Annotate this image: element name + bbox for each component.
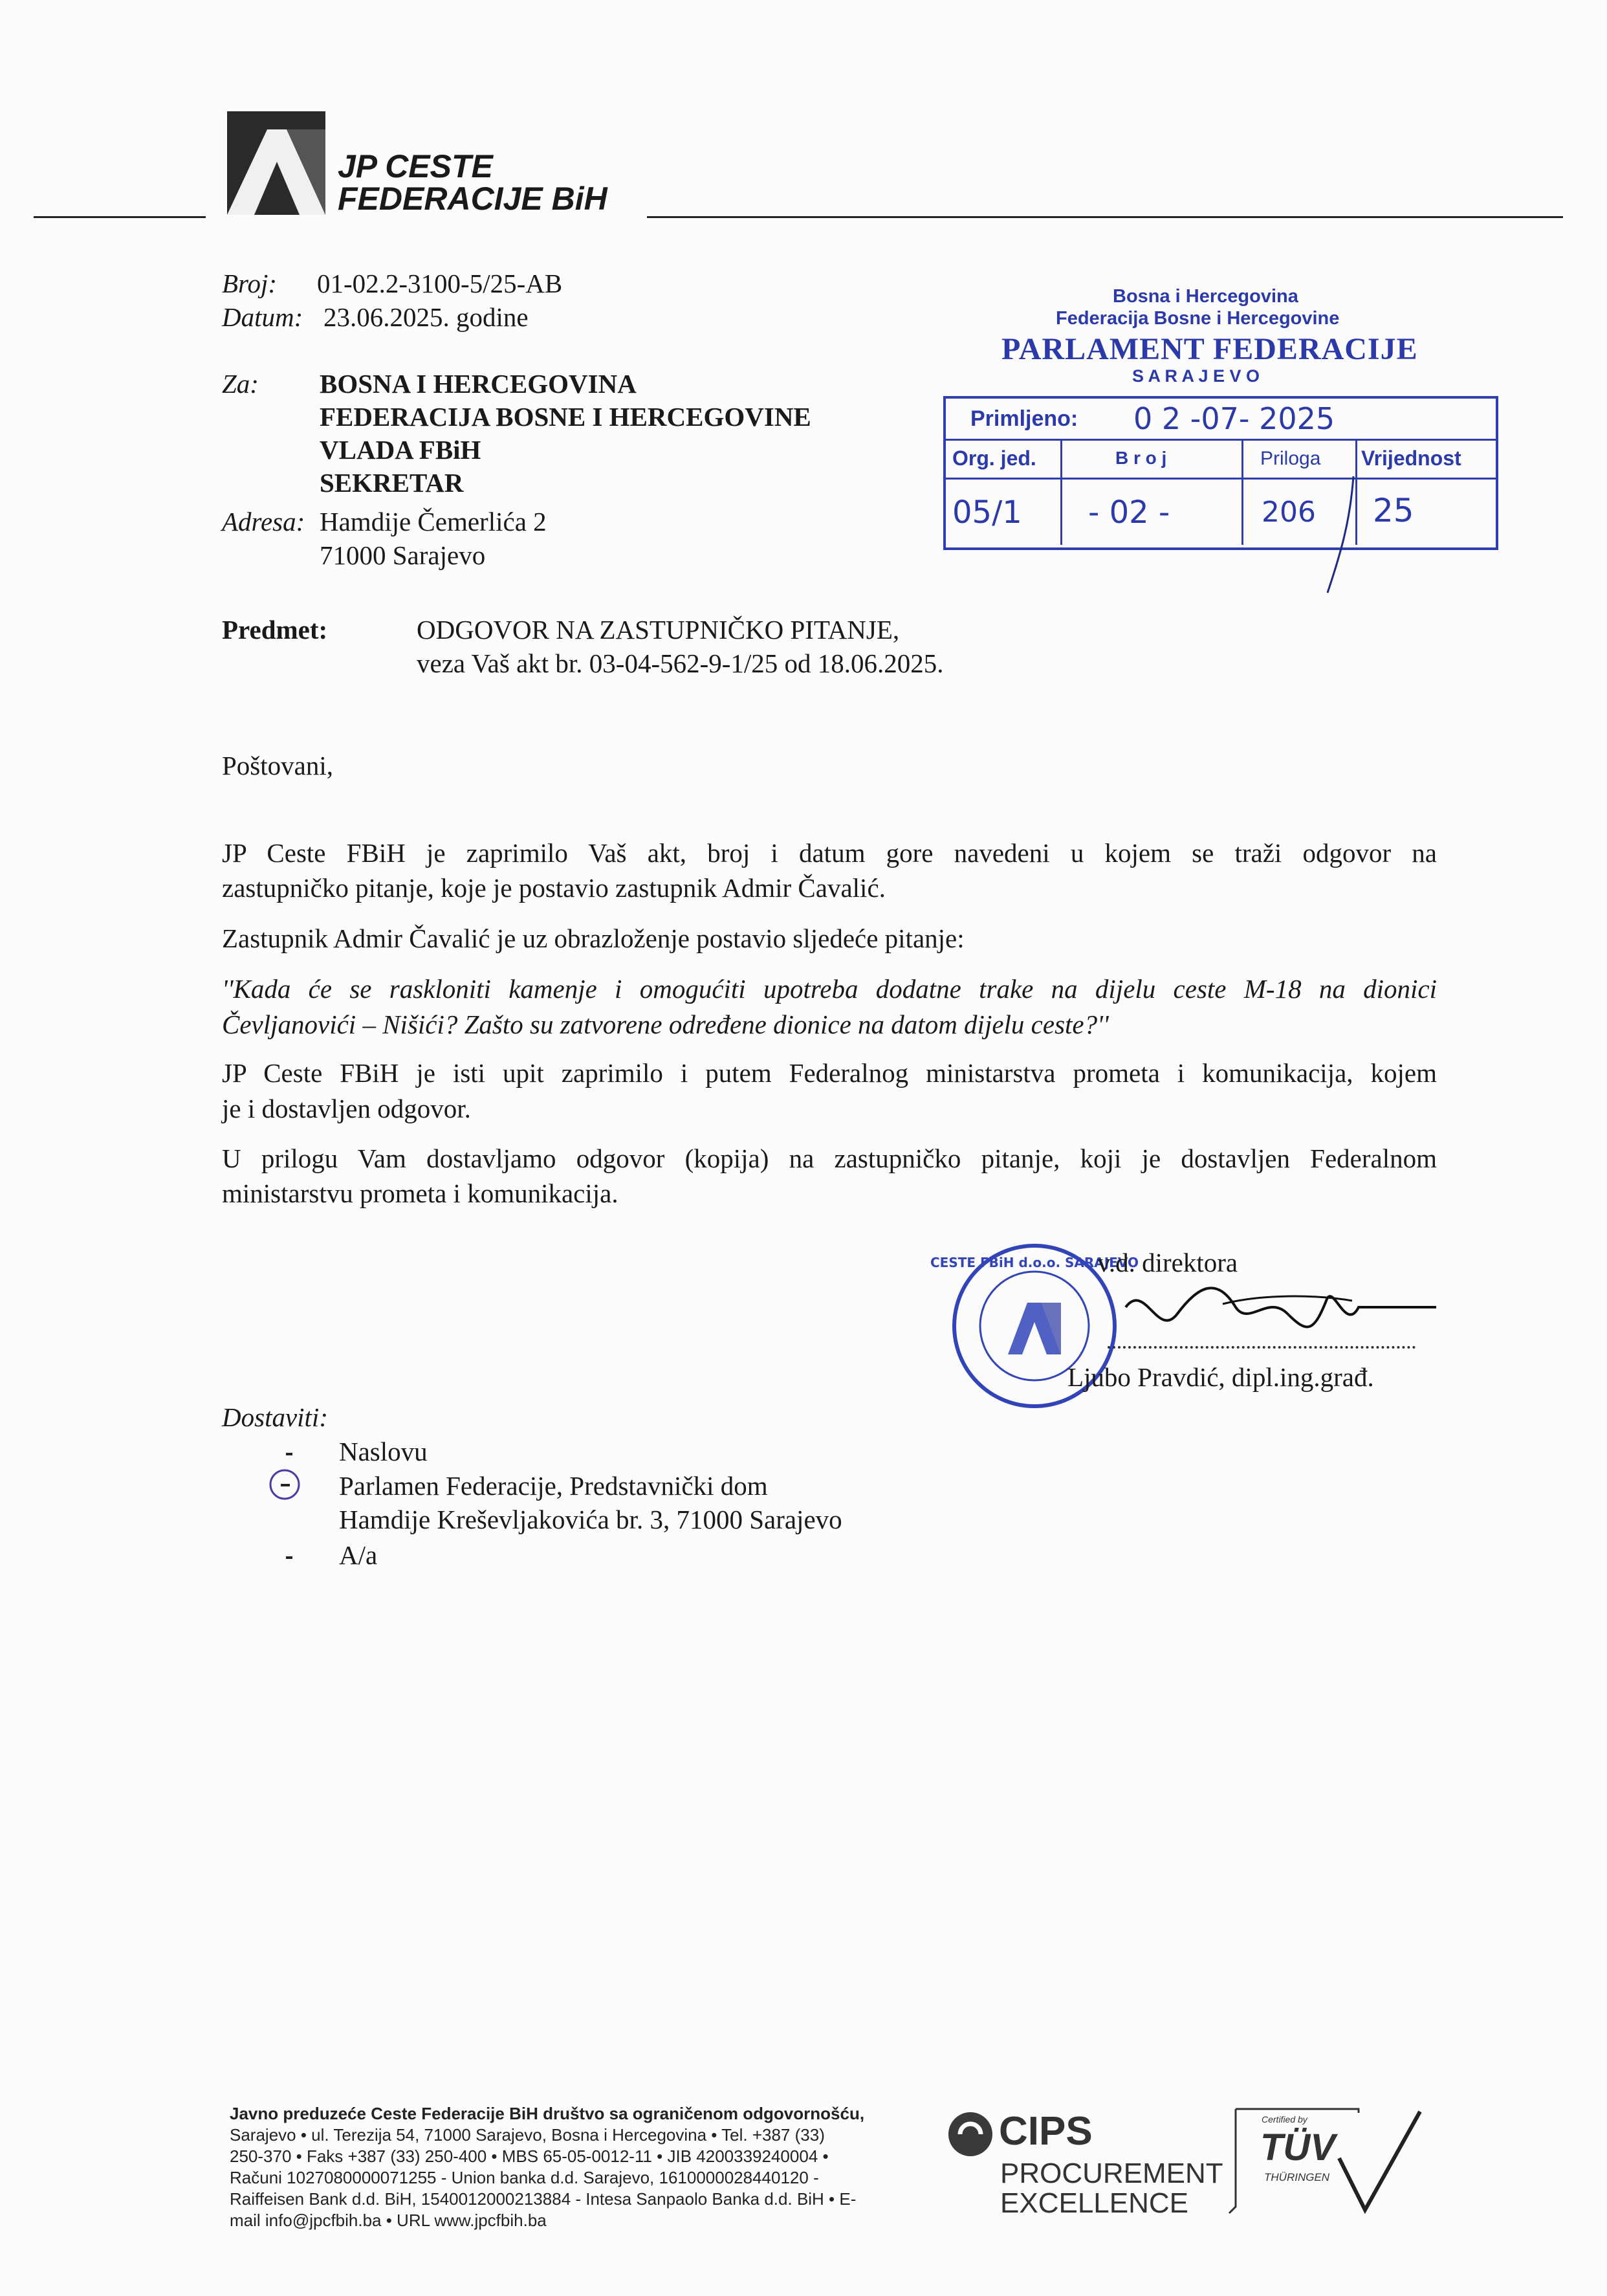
stamp-line2: Federacija Bosne i Hercegovine <box>1056 308 1340 329</box>
subject-label: Predmet: <box>222 615 328 645</box>
stamp-line4: S A R A J E V O <box>1132 366 1260 386</box>
distribution-item-2-line2: Hamdije Kreševljakovića br. 3, 71000 Sarajevo <box>339 1505 842 1534</box>
signatory-name: Ljubo Pravdić, dipl.ing.građ. <box>1067 1362 1374 1392</box>
paragraph-4-line2: ministarstvu prometa i komunikacija. <box>222 1178 618 1208</box>
footer-line: Sarajevo • ul. Terezija 54, 71000 Sarajevo, Bosna i Hercegovina • Tel. +387 (33) <box>230 2125 825 2145</box>
adresa-label: Adresa: <box>222 507 305 536</box>
logo-name-line1: JP CESTE <box>338 148 493 184</box>
quote-line2: Čevljanovići – Nišići? Zašto su zatvorene određene dionice na datom dijelu ceste?'' <box>222 1010 1109 1039</box>
primljeno-label: Primljeno: <box>970 406 1078 431</box>
distribution-item-1: Naslovu <box>339 1437 428 1466</box>
cips-line3: EXCELLENCE <box>1000 2187 1189 2219</box>
distribution-item-3: A/a <box>339 1540 378 1570</box>
datum-value: 23.06.2025. godine <box>323 302 529 332</box>
header-rule-left <box>34 216 206 218</box>
paragraph-1-line1: JP Ceste FBiH je zaprimilo Vaš akt, broj i datum gore navedeni u kojem se traži odgovor na <box>222 838 1437 868</box>
dostaviti-label: Dostaviti: <box>222 1402 328 1432</box>
signatory-role: v.d. direktora <box>1097 1248 1238 1277</box>
circled-bullet-icon <box>265 1464 307 1505</box>
val-vrijednost: 25 <box>1373 492 1414 529</box>
val-priloga: 206 <box>1262 496 1316 529</box>
recipient-line: BOSNA I HERCEGOVINA <box>320 369 637 399</box>
footer-line: Javno preduzeće Ceste Federacije BiH društvo sa ograničenom odgovornošću, <box>230 2104 865 2123</box>
subject-line2: veza Vaš akt br. 03-04-562-9-1/25 od 18.06.2025. <box>417 648 944 678</box>
col-vrijednost: Vrijednost <box>1361 447 1461 470</box>
company-logo <box>222 110 332 217</box>
stamp-pen-stroke <box>1315 470 1366 599</box>
val-org: 05/1 <box>952 494 1022 531</box>
broj-label: Broj: <box>222 269 278 298</box>
broj-value: 01-02.2-3100-5/25-AB <box>317 269 563 298</box>
paragraph-2: Zastupnik Admir Čavalić je uz obrazloženje postavio sljedeće pitanje: <box>222 923 965 953</box>
signature-dotted-line <box>1108 1346 1416 1349</box>
cips-logo <box>946 2109 1223 2220</box>
logo-name-line2: FEDERACIJE BiH <box>338 181 607 217</box>
footer-line: 250-370 • Faks +387 (33) 250-400 • MBS 65-05-0012-11 • JIB 4200339240004 • <box>230 2147 829 2166</box>
recipient-line: SEKRETAR <box>320 468 464 498</box>
tuv-name: TÜV <box>1260 2126 1335 2169</box>
stamp-table <box>943 396 1498 550</box>
footer-line: mail info@jpcfbih.ba • URL www.jpcfbih.ba <box>230 2211 547 2230</box>
za-label: Za: <box>222 369 259 399</box>
col-org: Org. jed. <box>952 447 1036 470</box>
col-broj: B r o j <box>1115 448 1167 468</box>
signature-scribble <box>1119 1268 1443 1352</box>
logo-mark-icon <box>222 110 332 217</box>
stamp-line1: Bosna i Hercegovina <box>1113 286 1298 307</box>
paragraph-4-line1: U prilogu Vam dostavljamo odgovor (kopija) na zastupničko pitanje, koji je dostavljen Federalnom <box>222 1143 1437 1173</box>
bullet-1 <box>286 1453 292 1455</box>
footer-line: Raiffeisen Bank d.d. BiH, 1540012000213884 - Intesa Sanpaolo Banka d.d. BiH • E- <box>230 2189 857 2209</box>
footer-company-info <box>230 2103 922 2231</box>
datum-label: Datum: <box>222 302 303 332</box>
greeting: Poštovani, <box>222 751 333 780</box>
address-line1: Hamdije Čemerlića 2 <box>320 507 547 536</box>
cips-title: CIPS <box>999 2109 1093 2154</box>
paragraph-1-line2: zastupničko pitanje, koje je postavio zastupnik Admir Čavalić. <box>222 873 886 903</box>
subject-line1: ODGOVOR NA ZASTUPNIČKO PITANJE, <box>417 615 900 645</box>
primljeno-date: 0 2 -07- 2025 <box>1133 401 1335 436</box>
cips-line2: PROCUREMENT <box>1000 2158 1223 2189</box>
tuv-certified-by: Certified by <box>1262 2114 1307 2125</box>
quote-line1: ''Kada će se raskloniti kamenje i omogućiti upotreba dodatne trake na dijelu ceste M-18 na dionici <box>222 974 1437 1004</box>
col-priloga: Priloga <box>1260 448 1321 469</box>
seal-caption: CESTE FBiH d.o.o. SARAJEVO <box>930 1255 1139 1270</box>
cips-emblem-icon <box>946 2110 995 2159</box>
paragraph-3-line1: JP Ceste FBiH je isti upit zaprimilo i putem Federalnog ministarstva prometa i komunikacija, kojem <box>222 1058 1437 1088</box>
address-line2: 71000 Sarajevo <box>320 540 486 570</box>
tuv-certificate-logo <box>1223 2106 1423 2216</box>
footer-line: Računi 1027080000071255 - Union banka d.d. Sarajevo, 1610000028440120 - <box>230 2168 819 2187</box>
recipient-line: FEDERACIJA BOSNE I HERCEGOVINE <box>320 402 811 432</box>
distribution-item-2-line1: Parlamen Federacije, Predstavnički dom <box>339 1471 768 1501</box>
tuv-region: THÜRINGEN <box>1264 2171 1330 2183</box>
bullet-3 <box>286 1556 292 1559</box>
header-rule-right <box>647 216 1563 218</box>
paragraph-3-line2: je i dostavljen odgovor. <box>222 1094 471 1123</box>
recipient-line: VLADA FBiH <box>320 435 481 465</box>
val-broj: - 02 - <box>1088 494 1170 531</box>
stamp-line3: PARLAMENT FEDERACIJE <box>1001 332 1418 366</box>
